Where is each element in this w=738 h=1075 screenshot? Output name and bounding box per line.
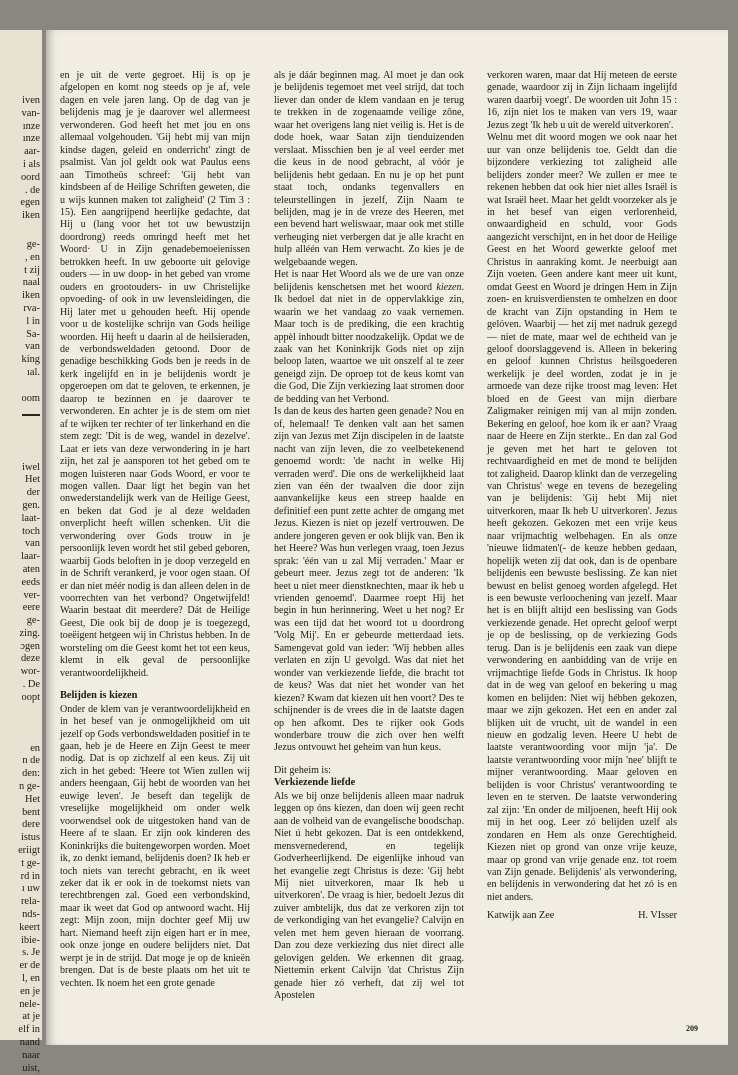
margin-fragment: ınze [22,133,40,145]
margin-fragment: . de [24,184,40,196]
article-column-3 [487,70,677,904]
margin-fragment: t zij [24,264,40,276]
margin-fragment: en [30,742,40,754]
margin-fragment: en je [20,985,40,997]
column3-paragraph-2: Welnu met dit woord mogen we ook naar het uur van onze belijdenis toe. Geldt dan die bijzondere verkiezing tot zaligheid alle belijders zonder meer? We zullen er mee te rekenen hebben dat ook hier niet alles Israël is wat Israël heet. Maar het geldt voorzeker als je in het besef van eigen verlorenheid, onwaardigheid en schuld, voor Gods aangezicht verschijnt, en in het door de Heilige Geest en het Woord gewerkte geloof met Christus in aanraking komt. Je neerbuigt aan Zijn voeten. Geen andere kant meer uit kunt, omdat Geest en Woord je dringen Hem in Zijn zoen- en kruisverdiensten te omhelzen en door de kracht van Zijn opstanding in Hem te gelóven. Waarbij — het zij met nadruk gezegd — niet de mate, maar wel de echtheid van je geloof doorslaggevend is. Alleen in bekering en geloof kunnen Christus heilsgoederen werkelijk je deel worden, zodat je in je armoede van deze rijke troost mag leven: Het bloed en de Geest van mijn dierbare Zaligmaker reinigen mij van al mijn zonden. Bekering en geloof, hoe kom ik er aan? Vraag naar de Heere en Zijn sterkte.. En dan zal God je geven met het hart te geloven tot rechtvaardigheid en met de mond te belijden tot zaligheid. Daarop klinkt dan de verzegeling van Christus' wege en tevens de bezegeling van je belijdenis: 'Gij hebt Mij niet uitverkoren, maar Ik heb U uitverkoren'. Jezus heeft gekozen. Gekozen met een vrije keus naar vrijmachtig welbehagen. En als onze 'nieuwe lidmaten'(- de keuze hebben gedaan, hopelijk weten zij dat ook, dan is de openbare belijdenis een bewuste beslissing. Ze kan niet bewust en belist genoeg worden afgelegd. Het is een bewuste verloochening van jezelf. Maar het is en blijft altijd een beslissing van Gods verkiezende genade. Het oprecht geloof werpt je op de beslissing, op de verkiezing Gods terug. Dan is je belijdenis een zaak van diepe verwondering en aanbidding van de vrije en vrijmachtige liefde Gods in Christus. Ik hoop dat in de weg van geloof en bekering u mag komen en belijden: Niet wij hébben gekozen, maar we zijn gekozen. Het een en ander zal blijken uit de vrucht, uit de wandel in een nieuw en godzalig leven. Heere U hebt de laatste verantwoording voor mijn 'ja'. De laatste verantwoording voor mijn 'nee' blijft te mijner verantwoording. Maar geloven en belijden is voor Christus' verantwoording te leven en te sterven. De laatste verwondering zal zijn: 'En onder de miljoenen, heeft Hij ook mij in het oog. Leer zó belijden uzelf als zondaren en Hem als onze Gerechtigheid. Kiezen niet op grond van onze vrije keuze, maar op grond van vrije genade enz. tot roem van Zijn genade. Belijdenis' als verwondering, en belijdenis in verwondering dat het zó is en niet anders. [487,132,677,903]
margin-fragment: . De [22,679,40,691]
margin-fragment: elf in [18,1024,40,1036]
margin-fragment: egen [20,197,40,209]
section-heading-belijden-is-kiezen: Belijden is kiezen [60,690,138,702]
previous-page-fragments [18,95,40,1075]
margin-fragment: i als [22,158,40,170]
column1-paragraph-2: Onder de klem van je verantwoordelijkheid en in het besef van je onmogelijkheid om uit jezelf op Gods verbondsweldaden positief in te gaan, heb je de Heere en Zijn Geest te meer nodig. Dat is op zichzelf al een keus. Zij uit zich in het gebed: 'Heere tot Wien zullen wij anders heengaan, Gij hebt de woorden van het euwige leven'. Je beseft dan tegelijk de vreselijke mogelijkheid om onder welk voorwendsel ook de uitgestoken hand van de Heere af te slaan. Er zijn ook kinderen des Koninkrijks die buitengeworpen worden. Moet ik, zo denkt iemand, belijdenis doen? Ik heb er toch niets van terecht gebracht, en ik weet zeker dat ik er ook in de toekomst niets van terechtbrengen zal. Goed een verbondskind, maar ik weet dat God op antwoord wacht. Hij zegt: Mijn zoon, mijn dochter geef Mij uw hart. Niemand heeft zijn eigen hart er in mee, ook onze jonge en oudere belijders niet. Dat werpt je in de strijd. Dat moge je op de knieën brengen. Dat is de beste plaats om het uit te vechten. Ik noem het een grote genade [60,703,250,989]
margin-fragment: deze [20,653,40,665]
margin-fragment: ge- [26,238,40,250]
margin-fragment: nele- [19,998,40,1010]
margin-fragment: ibie- [20,934,40,946]
column2-paragraph-1: als je dáár beginnen mag. Al moet je dan ook je belijdenis tegemoet met veel strijd, dat toch liever dan onder de klem vandaan en je terug te trekken in de zogenaamde veilige zône, waar het overigens lang niet veilig is. Het is de dode hoek, waar Satan zijn tienduizenden verslaat. Misschien ben je al veel eerder met die keus in de nood gebracht, al vóór je belijdenis hebt gedaan. En nu je op het punt staat toch, ondanks tegenvallers en teleurstellingen in jezelf, Zijn Naam te belijden, mag je in de vreze des Heeren, met een bevend hart weliswaar, maar ook met stille verheuging niet verbergen dat je alle kracht en hulp alléén van Hem verwacht. Zo kies je de welgebaande wegen. [274,70,464,268]
margin-fragment: rd in [20,870,40,882]
margin-fragment: ıal. [27,366,40,378]
margin-fragment: eriigt [18,845,40,857]
margin-fragment: rela- [20,896,40,908]
margin-fragment: at je [22,1011,40,1023]
margin-fragment: ı uw [21,883,40,895]
margin-fragment: rva- [23,302,40,314]
margin-fragment: iken [22,210,40,222]
margin-fragment: bent [22,806,40,818]
margin-fragment: den: [22,768,40,780]
margin-fragment: wor- [20,666,40,678]
margin-fragment: van [24,538,40,550]
margin-fragment: van- [21,107,40,119]
margin-fragment: ver- [23,589,40,601]
margin-fragment: dere [22,819,40,831]
margin-fragment: Sa- [26,328,40,340]
emphasis-kiezen: kiezen [436,281,462,293]
margin-fragment: laat- [21,512,40,524]
margin-fragment: laar- [21,551,40,563]
margin-fragment: l in [26,315,40,327]
column1-paragraph-1: en je uit de verte gegroet. Hij is op je afgelopen en komt nog steeds op je af, vele dagen en vele jaren lang. Op de dag van je belijdenis mag je je daarover wel allermeest verwonderen. God heeft het met jou en ons allemaal volgehouden. 'Gij hebt mij van mijn kindse dagen, geleid en onderricht' zingt de psalmist. Van jol geldt ook wat Paulus eens aan Timotheüs schreef: 'Gij hebt van kindsbeen af de Heilige Schriften geweten, die u wijs kunnen maken tot zaligheid' (2 Tim 3 : 15). Een aangrijpend heerlijke gedachte, dat Hij u (lang voor het tot uw bewustzijn doordrong) reeds omringd heeft met het Woord· U in Zijn genadebemoeienissen betrokken heeft. In uw geboorte uit gelovige ouders — in uw doop- in het gebed van vrome ouders en grootouders- in uw Christelijke opvoeding- of ook in uw levensleidingen, die Hij later met u gehouden heeft. Hij opende voor u de kostelijke schrijn van Gods heilige woorden. Hij heeft u daarin al de heilsieraden, de verbondsweldaden getoond. Door de genadige beschikking Gods ben je reeds in de kerk ingelijfd en in je belijdenis wordt je opgeroepen om dat te geloven, te erkennen, je daarop te bezinnen en je daarover te verwonderen. En achter je is de stem om niet af te wijken ter rechter of ter linkerhand en die stem zegt: 'Dit is de weg, wandel in dezelve'. Laat er iets van deze verwondering in je hart zijn, het zal je aansporen tot het gebed om te mogen luisteren naar Gods Woord, er voor te mogen vallen. Daar ligt het begin van het onwederstandelijk werk van de Heilige Geest, en beken dat God je al deze weldaden onverplicht heeft willen schenken. Uit die verwondering over Gods trouw in je persoonlijk leven wordt het stil gebed geboren, waarbij Gods beloften in je doop verzegeld en in de Schrift verankerd, je voor ogen staan. Of er dan niet méér nodig is dan alleen delen in de voorrechten van het verbond? Ongetwijfeld! Waarin bestaat dit meerdere? Dát de Heilige Geest, Die ook bij de doop je is toegezegd, toeëigent hetgeen wij in Christus hebben. In de worsteling om die Geest komt het tot een keus, klemt in elk geval de persoonlijke verantwoordelijkheid. [60,70,250,679]
margin-fragment: van [24,341,40,353]
section-label-dit-geheim: Dit geheim is: [274,764,331,776]
margin-fragment: iken [22,290,40,302]
margin-fragment: nand [19,1037,40,1048]
margin-fragment: eeds [21,576,40,588]
margin-fragment: Het [24,793,40,805]
fragment-group-3 [18,393,40,406]
margin-fragment: uist, [22,1062,40,1074]
margin-fragment: Het [24,474,40,486]
margin-fragment: iwel [22,461,40,473]
magazine-page [46,30,728,1045]
margin-fragment: oopt [21,691,40,703]
margin-fragment: , en [24,251,40,263]
article-column-2 [274,70,464,1003]
margin-fragment: s. Je [22,947,40,959]
author-signature [487,910,677,921]
margin-fragment: oom [21,392,40,404]
margin-fragment: zing. [19,627,40,639]
margin-fragment: eere [22,602,40,614]
margin-fragment: t ge- [21,857,40,869]
margin-fragment: naal [22,277,40,289]
column2-paragraph-4: Als we bij onze belijdenis alleen maar nadruk leggen op óns kiezen, dan doen wij geen recht aan de volheid van de evangelische boodschap. Niet ú hebt gekozen. Dat is een ontdekkend, mensvernederend, en tegelijk Godverheerlijkend. De eigenlijke inhoud van het evangelie zegt Christus is deze: 'Gij hebt Mij niet uitverkoren, maar Ik heb u uitverkoren'. De vraag is hier, bedoelt Jezus dit zuiver ambtelijk, dus dat ze verkoren zijn tot de verkondiging van het evangelie? Calvijn en velen met hem geven hieraan de voorrang. Dan zou deze verkiezing dus niet direct alle gelovigen gelden. We erkennen dit graag. Niettemin erkent Calvijn 'dat Christus Zijn genade hier zó verheft, dat zij wel tot Apostelen [274,790,464,1002]
margin-fragment: king [21,354,40,366]
column2-paragraph-3: Is dan de keus des harten geen genade? Nou en of, helemaal! Te denken valt aan het samen zijn van Jezus met Zijn discipelen in de laatste nacht van zijn leven, die zo veelbetekenend genoemd wordt: 'de nacht in welke Hij verraden werd'. Die ons de werkelijkheid laat zien van één der twaalven die door zijn aanvankelijke keus een streep haalde en definitief een punt zette achter de omgang met Jezus. Kiezen is niet op jezelf vertrouwen. De andere jongeren geven er ook blijk van. Ben ik het Heere? Was hun verlegen vraag, toen Jezus sprak: 'één van u zal Mij verraden.' Maar er gebeurt meer. Jezus zegt tot de anderen: 'Ik heet u niet meer dienstknechten, maar ik heb u vrienden genoemd'. Daarmee roept Hij het begin in hun herinnering. Weet u het nog? Er was een tijd dat het woord tot u doordrong 'Volg Mij'. En er gebeurde metterdaad iets. Samengevat gold van ieder: 'Wij hebben alles verlaten en zijn U gevolgd. Was dat niet het wonder van verkiezende liefde, die bracht tot de keus? Was dat niet het wonder van het kiezen? Kwam dat kiezen uit hen voort? Des te schijnender is de vrees die in de laatste dagen op hen afkomt. Des te rijker ook Gods wonderbare trouw die zich over hen welft Jezus ontvouwt het geheim van hun keus. [274,406,464,754]
margin-fragment: er de [19,960,40,972]
fragment-group-5 [18,743,40,1075]
signature-place: Katwijk aan Zee [487,910,555,921]
margin-fragment: aten [22,563,40,575]
margin-fragment: l, en [22,973,40,985]
margin-fragment: n ge- [18,781,40,793]
margin-fragment: der [26,487,40,499]
margin-fragment: oord [20,171,40,183]
margin-fragment: nds- [22,909,40,921]
margin-fragment: aar- [24,146,40,158]
margin-fragment: naar [22,1049,40,1061]
page-number: 209 [686,1024,698,1033]
signature-name: H. VIsser [638,910,677,921]
column3-paragraph-1: verkoren waren, maar dat Hij meteen de eerste genade, waardoor zij in Zijn lichaam ingelijfd waren daarbij voegt'. De woorden uit John 15 : 16, zijn niet los te maken van vers 19, waar Jezus zegt 'Ik heb u uit de wereld uitverkoren'. [487,70,677,131]
article-column-1 [60,70,250,990]
fragment-rule [22,414,40,416]
margin-fragment: toch [22,525,40,537]
fragment-group-2 [18,239,40,380]
margin-fragment: istus [20,832,40,844]
margin-fragment: iven [22,95,40,106]
previous-page-edge [0,30,42,1074]
margin-fragment: keert [19,921,40,933]
fragment-group-1 [18,95,40,223]
margin-fragment: n de [22,755,40,767]
margin-fragment: ınze [22,120,40,132]
margin-fragment: gen. [22,499,40,511]
column2-paragraph-2: Het is naar Het Woord als we de ure van onze belijdenis kenschetsen met het woord kiezen. Ik bedoel dat niet in de oppervlakkige zin, waarin we het vandaag zo vaak vernemen. Maar toch is de prediking, die een krachtig appèl inhoudt bitter noodzakelijk. Opdat we de zaak van het Koninkrijk Gods niet op zijn beloop laten, waartoe we uit onszelf al te zeer geneigd zijn. De oproep tot de keus komt van die God, Die Zijn verkiezing laat stromen door de bedding van het Verbond. [274,269,464,405]
section-heading-verkiezende-liefde: Verkiezende liefde [274,777,356,789]
fragment-group-4 [18,462,40,705]
margin-fragment: ge- [26,615,40,627]
margin-fragment: ɔgen [20,640,40,652]
